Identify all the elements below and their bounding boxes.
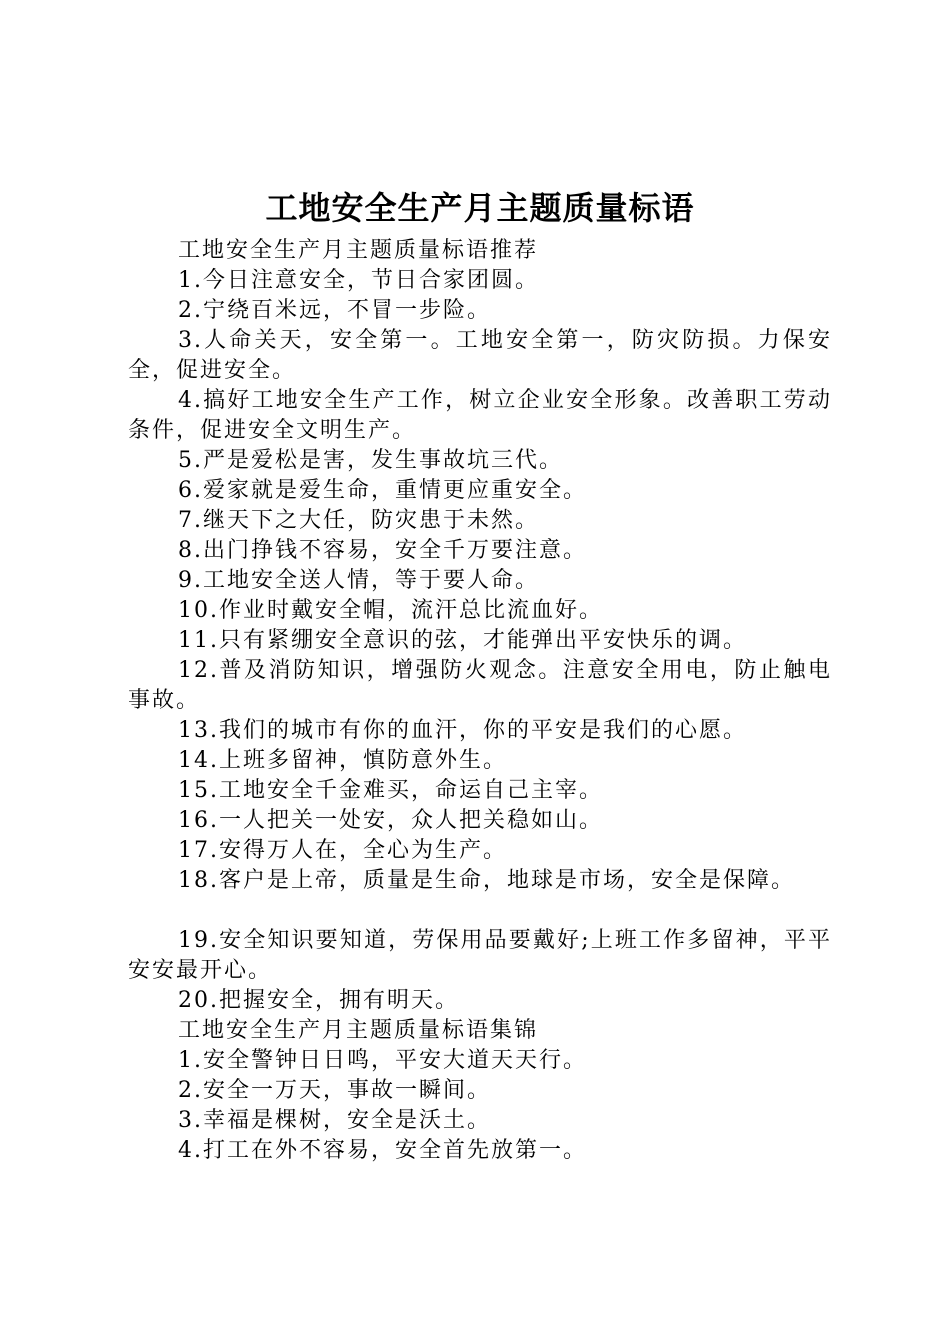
slogan-line: 20.把握安全，拥有明天。 bbox=[178, 988, 459, 1013]
slogan-line: 17.安得万人在，全心为生产。 bbox=[178, 838, 507, 863]
slogan-line: 14.上班多留神，慎防意外生。 bbox=[178, 748, 507, 773]
slogan-line: 5.严是爱松是害，发生事故坑三代。 bbox=[178, 448, 563, 473]
slogan-line: 2.安全一万天，事故一瞬间。 bbox=[178, 1078, 491, 1103]
slogan-line: 16.一人把关一处安，众人把关稳如山。 bbox=[178, 808, 603, 833]
slogan-line: 10.作业时戴安全帽，流汗总比流血好。 bbox=[178, 598, 603, 623]
slogan-line: 3.人命关天，安全第一。工地安全第一，防灾防损。力保安全，促进安全。 bbox=[128, 328, 832, 383]
section-heading-collection: 工地安全生产月主题质量标语集锦 bbox=[178, 1018, 539, 1043]
section-heading-recommended: 工地安全生产月主题质量标语推荐 bbox=[178, 238, 539, 263]
blank-spacer bbox=[128, 896, 832, 926]
slogan-line: 1.今日注意安全，节日合家团圆。 bbox=[178, 268, 539, 293]
slogan-line: 9.工地安全送人情，等于要人命。 bbox=[178, 568, 539, 593]
slogan-line: 2.宁绕百米远，不冒一步险。 bbox=[178, 298, 491, 323]
slogan-line: 13.我们的城市有你的血汗，你的平安是我们的心愿。 bbox=[178, 718, 747, 743]
slogan-line: 11.只有紧绷安全意识的弦，才能弹出平安快乐的调。 bbox=[178, 628, 747, 653]
slogan-line: 12.普及消防知识，增强防火观念。注意安全用电，防止触电事故。 bbox=[128, 658, 832, 713]
slogan-line: 4.搞好工地安全生产工作，树立企业安全形象。改善职工劳动条件，促进安全文明生产。 bbox=[128, 388, 832, 443]
slogan-line: 15.工地安全千金难买，命运自己主宰。 bbox=[178, 778, 603, 803]
slogan-line: 6.爱家就是爱生命，重情更应重安全。 bbox=[178, 478, 587, 503]
slogan-line: 7.继天下之大任，防灾患于未然。 bbox=[178, 508, 539, 533]
document-title: 工地安全生产月主题质量标语 bbox=[265, 189, 695, 227]
slogan-line: 1.安全警钟日日鸣，平安大道天天行。 bbox=[178, 1048, 587, 1073]
slogan-line: 3.幸福是棵树，安全是沃土。 bbox=[178, 1108, 491, 1133]
slogan-line: 8.出门挣钱不容易，安全千万要注意。 bbox=[178, 538, 587, 563]
slogan-line: 4.打工在外不容易，安全首先放第一。 bbox=[178, 1138, 587, 1163]
document-page bbox=[128, 188, 832, 1166]
slogan-line: 19.安全知识要知道，劳保用品要戴好;上班工作多留神，平平安安最开心。 bbox=[128, 928, 832, 983]
slogan-line: 18.客户是上帝，质量是生命，地球是市场，安全是保障。 bbox=[178, 868, 795, 893]
